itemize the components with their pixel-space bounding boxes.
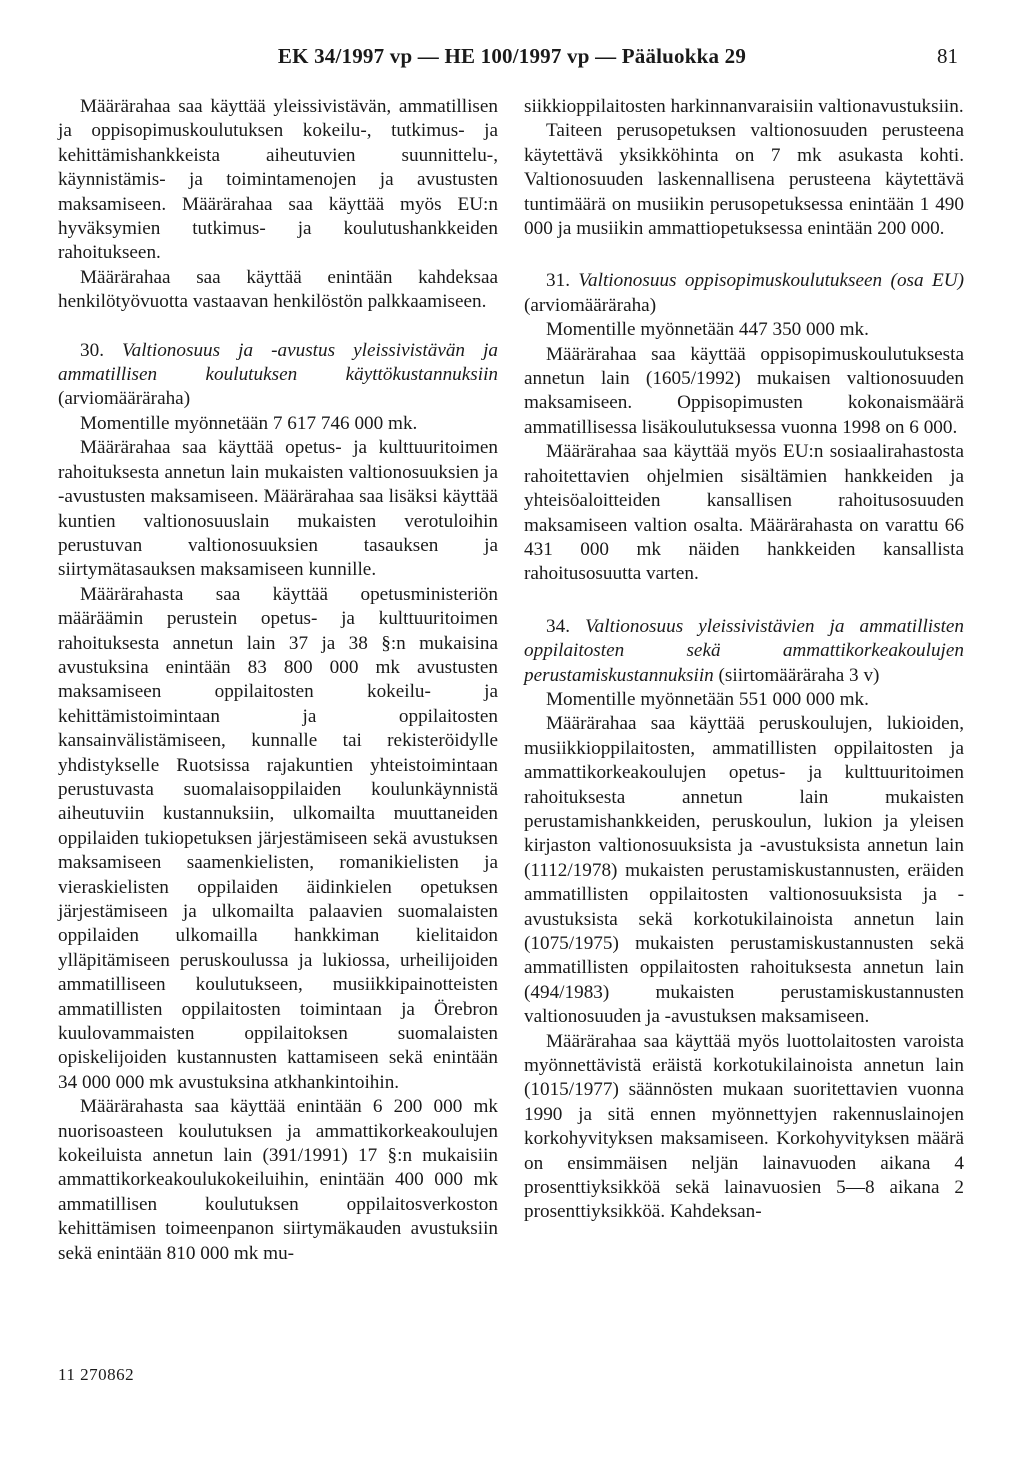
section-title: Valtionosuus yleissivistävien ja ammatillisten oppilaitosten sekä ammattikorkeakoulujen perustamiskustannuksiin [524,615,965,686]
section-title: Valtionosuus ja -avustus yleissivistävän ja ammatillisen koulutuksen käyttökustannuksiin [58,339,498,386]
section-gap [524,587,964,615]
paragraph: Määrärahaa saa käyttää opetus- ja kulttuuritoimen rahoituksesta annetun lain mukaisten valtionosuuksien ja -avustusten maksamiseen. Määrärahaa saa lisäksi käyttää kuntien valtionosuuslain mukaisten verotuloihin perustuvan valtionosuuksien tasauksen ja siirtymätasauksen maksamiseen kunnille. [58,437,498,581]
page-header [0,44,1024,80]
section-gap [524,241,964,269]
section-heading-34 [524,615,964,688]
section-number: 34. [546,615,570,637]
right-column [524,95,964,1225]
section-type: (siirtomääräraha 3 v) [718,664,880,686]
appropriation-amount: Momentille myönnetään 551 000 000 mk. [546,688,869,710]
paragraph: Määrärahasta saa käyttää enintään 6 200 000 mk nuorisoasteen koulutuksen ja ammattikorkeakoulujen kokeiluista annetun lain (391/1991) 17 §:n mukaisiin ammattikorkeakoulukokeiluihin, enintään 400 000 mk ammatillisen koulutuksen oppilaitosverkoston kehittämisen toimeenpanon siirtymäkauden avustuksiin sekä enintään 810 000 mk mu- [58,1096,498,1264]
paragraph: Määrärahaa saa käyttää yleissivistävän, ammatillisen ja oppisopimuskoulutuksen kokeilu-, tutkimus- ja kehittämishankkeista aiheutuvien suunnittelu-, käynnistämis- ja toimintamenojen ja avustusten maksamiseen. Määrärahaa saa käyttää myös EU:n hyväksymien tutkimus- ja koulutushankkeiden rahoitukseen. [58,96,498,264]
paragraph: Määrärahaa saa käyttää oppisopimuskoulutuksesta annetun lain (1605/1992) mukaisen valtionosuuden maksamiseen. Oppisopimusten kokonaismäärä ammatillisessa lisäkoulutuksessa vuonna 1998 on 6 000. [524,343,964,438]
section-title: Valtionosuus oppisopimuskoulutukseen (osa EU) [578,270,964,292]
section-type: (arviomääräraha) [58,388,191,410]
paragraph: Määrärahaa saa käyttää myös EU:n sosiaalirahastosta rahoitettavien ohjelmien sisältämien hankkeiden ja yhteisöaloitteiden kansallisen rahoitusosuuden maksamiseen valtion osalta. Määrärahasta on varattu 66 431 000 mk näiden hankkeiden kansallista rahoitusosuutta varten. [524,441,964,585]
paragraph: Määrärahasta saa käyttää opetusministeriön määräämin perustein opetus- ja kulttuuritoimen rahoituksesta annetun lain 37 ja 38 §:n mukaisina avustuksina enintään 83 800 000 mk avustusten maksamiseen oppilaitosten kokeilu- ja kehittämistoimintaan ja oppilaitosten kansainvälistämiseen, kunnalle tai rekisteröidylle yhdistykselle Ruotsissa rajakuntien yhteistoimintaan perustuvasta suomalaisoppilaiden koulunkäynnistä aiheutuviin kustannuksiin, ulkomailta muuttaneiden oppilaiden tukiopetuksen järjestämiseen sekä avustuksen maksamiseen saamenkielisten, romanikielisten ja vieraskielisten oppilaiden äidinkielen opetuksen järjestämiseen ja ulkomailta palaavien suomalaisten oppilaiden ulkomailla hankkiman kielitaidon ylläpitämiseen peruskoulussa ja lukiossa, urheilijoiden ammatilliseen koulutukseen, musiikkipainotteisten ammatillisten oppilaitosten toimintaan ja Örebron kuulovammaisten oppilaitoksen suomalaisten opiskelijoiden kustannusten kattamiseen sekä enintään 34 000 000 mk avustuksina atkhankintoihin. [58,583,498,1093]
section-heading-31 [524,269,964,318]
print-code: 11 270862 [58,1365,135,1384]
paragraph: Määrärahaa saa käyttää peruskoulujen, lukioiden, musiikkioppilaitosten, ammatillisten oppilaitosten ja ammattikorkeakoulujen opetus- ja kulttuuritoimen rahoituksesta annetun lain mukaisten perustamishankkeiden, peruskoulun, lukion ja yleisen kirjaston valtionosuuksista ja -avustuksista annetun lain (1112/1978) mukaisten perustamiskustannusten, eräiden ammatillisten oppilaitosten valtionosuuksista ja -avustuksista sekä korkotukilainoista annetun lain (1075/1975) mukaisten perustamiskustannusten sekä ammatillisten oppilaitosten rahoituksesta annetun lain (494/1983) mukaisten perustamiskustannusten valtionosuuden ja -avustuksen maksamiseen. [524,713,964,1028]
section-number: 30. [80,339,104,361]
paragraph: Taiteen perusopetuksen valtionosuuden perusteena käytettävä yksikköhinta on 7 mk asukasta kohti. Valtionosuuden laskennallisena perusteena käytettävä tuntimäärä on musiikin perusopetuksessa enintään 1 490 000 ja musiikin ammattiopetuksessa enintään 200 000. [524,120,964,240]
section-type: (arviomääräraha) [524,294,657,316]
running-header-title: EK 34/1997 vp — HE 100/1997 vp — Pääluokka 29 [277,44,747,68]
section-gap [58,315,498,339]
page-number: 81 [937,44,958,68]
left-column [58,95,498,1266]
appropriation-amount: Momentille myönnetään 7 617 746 000 mk. [80,412,418,434]
appropriation-amount: Momentille myönnetään 447 350 000 mk. [546,319,869,341]
paragraph: Määrärahaa saa käyttää myös luottolaitosten varoista myönnettävistä eräistä korkotukilainoista annetun lain (1015/1977) säännösten mukaan suoritettavien vuonna 1990 ja sitä ennen myönnettyjen rakennuslainojen korkohyvityksen maksamiseen. Korkohyvityksen määrä on ensimmäisen neljän lainavuoden aikana 4 prosenttiyksikköä sekä lainavuosien 5—8 aikana 2 prosenttiyksikköä. Kahdeksan- [524,1030,964,1223]
section-heading-30 [58,339,498,412]
section-number: 31. [546,270,570,292]
paragraph-continuation: siikkioppilaitosten harkinnanvaraisiin valtionavustuksiin. [524,96,964,117]
paragraph: Määrärahaa saa käyttää enintään kahdeksaa henkilötyövuotta vastaavan henkilöstön palkkaamiseen. [58,266,498,313]
